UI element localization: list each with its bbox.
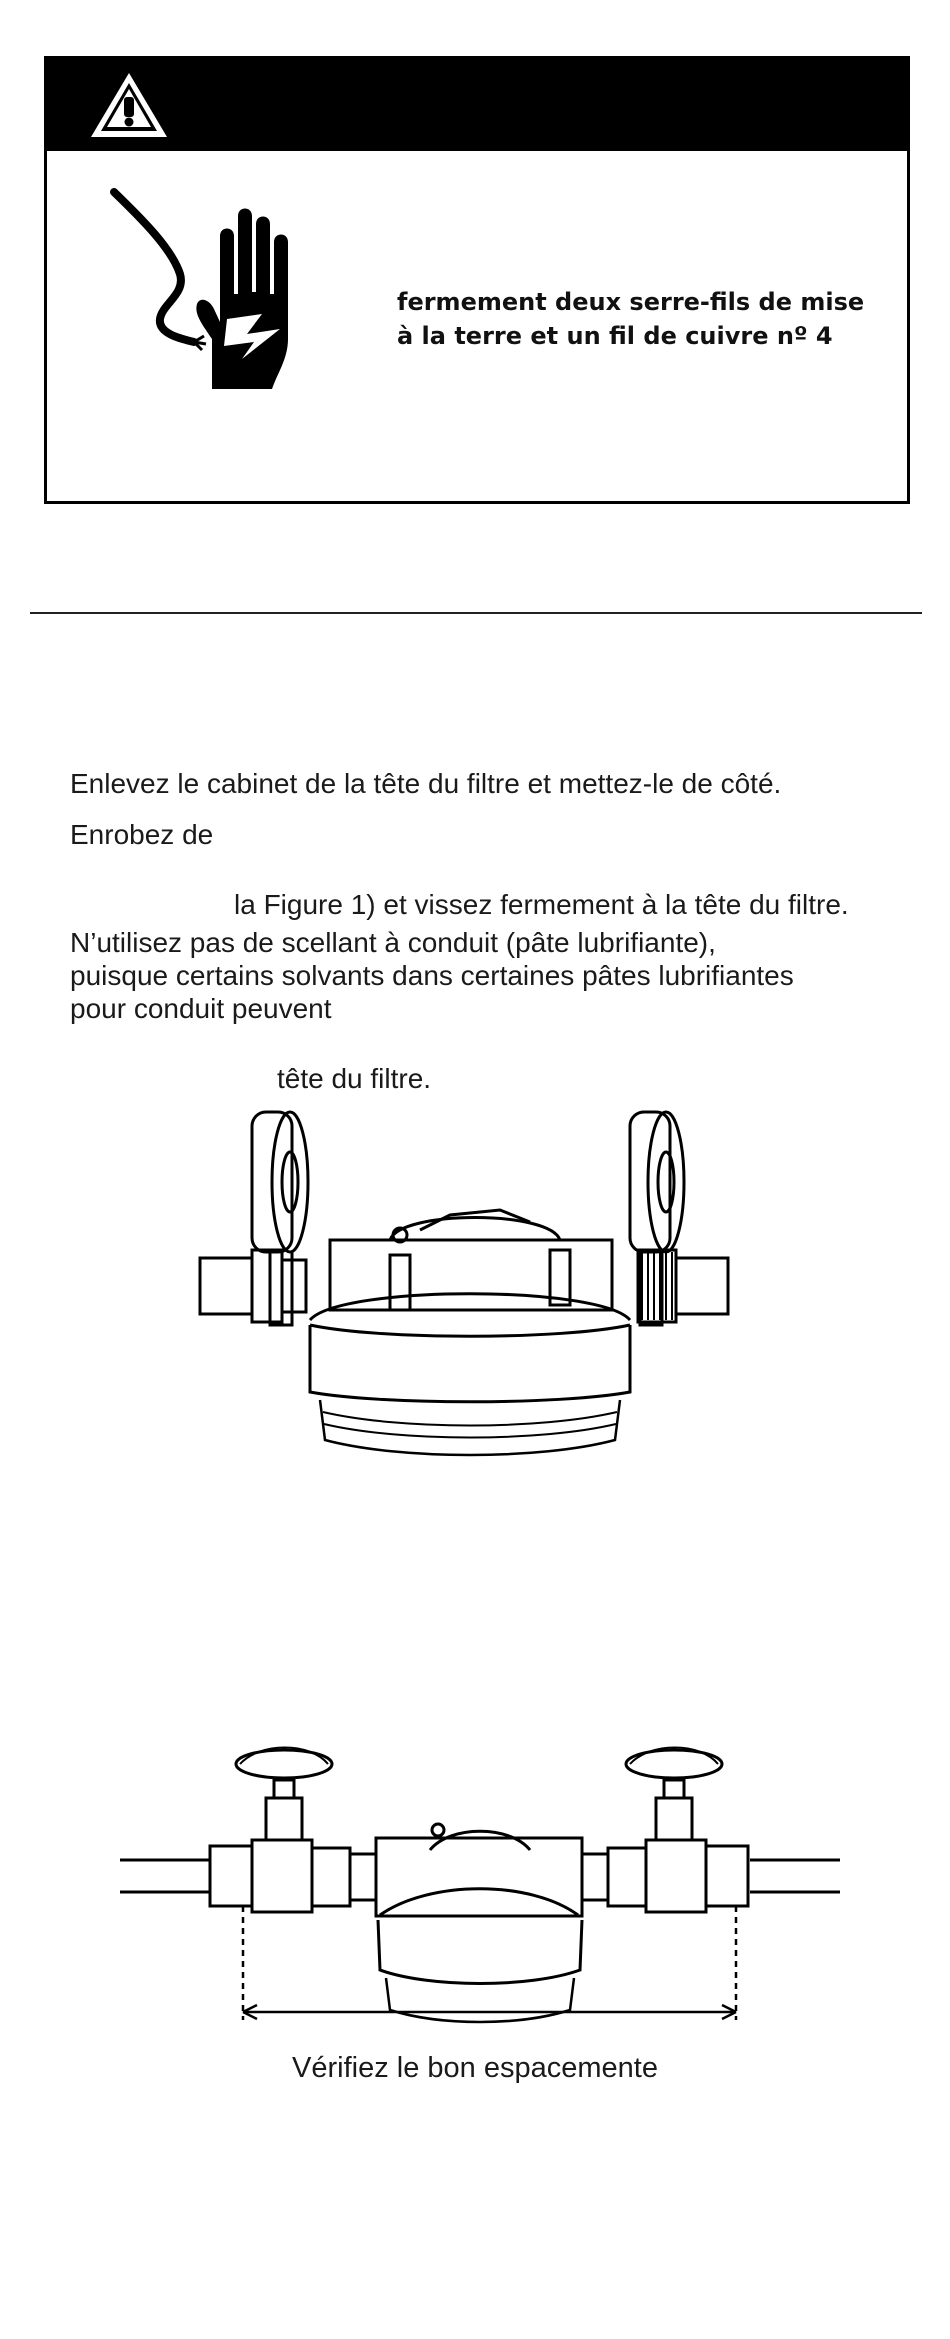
step-figure-ref: la Figure 1) et vissez fermement à la tête du filtre. [234, 889, 849, 920]
warning-header [47, 59, 907, 151]
figure-2-illustration [110, 1720, 850, 2050]
warning-line-2: à la terre et un fil de cuivre nº 4 [397, 322, 833, 350]
step-filter-head: tête du filtre. [277, 1063, 432, 1094]
warning-box [44, 56, 910, 504]
figure-2-caption: Vérifiez le bon espacemente [292, 2052, 658, 2084]
step-pipe: pour conduit peuvent [70, 993, 332, 1024]
divider [30, 612, 922, 614]
step-remove-cabinet: Enlevez le cabinet de la tête du filtre et mettez-le de côté. [70, 768, 782, 799]
figure-1-illustration [180, 1100, 780, 1480]
step-coat: Enrobez de [70, 819, 214, 850]
electric-shock-hand-icon [102, 174, 342, 404]
warning-line-1: fermement deux serre-fils de mise [397, 288, 865, 316]
step-solvents: puisque certains solvants dans certaines pâtes lubrifiantes [70, 960, 794, 991]
step-no-sealant: N’utilisez pas de scellant à conduit (pâte lubrifiante), [70, 927, 716, 958]
warning-text [397, 285, 877, 353]
warning-triangle-icon [87, 69, 171, 141]
